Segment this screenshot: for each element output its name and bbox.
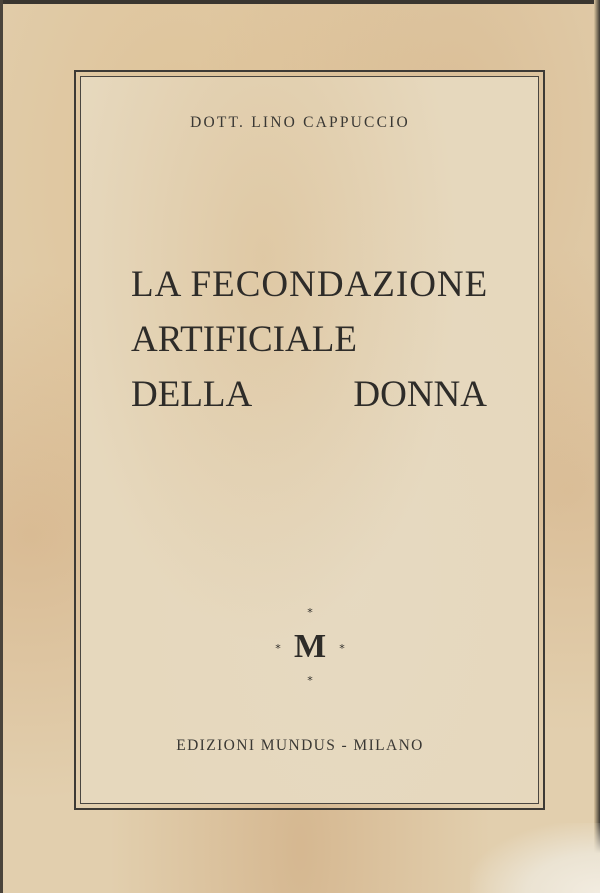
cover-left-edge [0, 0, 3, 893]
cover-right-edge [594, 0, 600, 893]
star-icon: * [307, 606, 313, 619]
title-line-3: DELLA DONNA [131, 374, 487, 415]
publisher-name: EDIZIONI MUNDUS - MILANO [176, 737, 424, 754]
star-icon: * [339, 642, 345, 655]
border-frame [74, 70, 545, 810]
publisher-logo [260, 605, 360, 689]
author-name: DOTT. LINO CAPPUCCIO [190, 114, 410, 131]
cover-top-edge [0, 0, 600, 4]
title-line-2: ARTIFICIALE [131, 319, 357, 360]
star-icon: * [307, 674, 313, 687]
inner-border-frame [80, 76, 539, 804]
logo-letter: M [293, 628, 327, 665]
star-icon: * [275, 642, 281, 655]
title-line-1: LA FECONDAZIONE [131, 264, 489, 305]
worn-corner [470, 823, 600, 893]
